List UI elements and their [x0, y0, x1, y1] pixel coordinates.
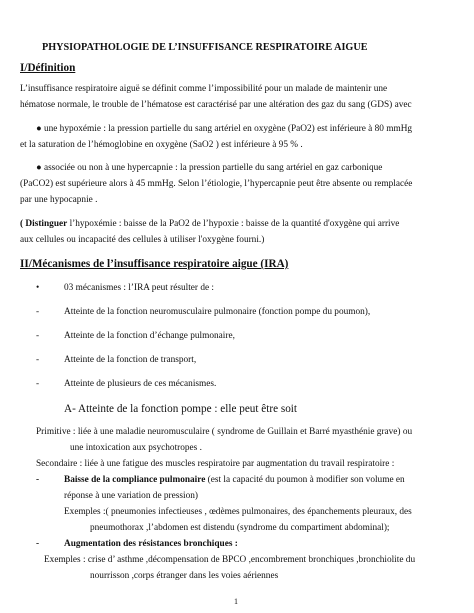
list-marker: - [36, 379, 40, 389]
paragraph-line: et la saturation de l’hémoglobine en oxygène (SaO2 ) est inférieure à 95 % . [20, 140, 303, 150]
compliance-example-2: pneumothorax ,l’abdomen est distendu (syndrome du compartiment abdominal); [90, 523, 390, 533]
resistance-heading: Augmentation des résistances bronchiques : [64, 539, 238, 549]
list-item: Atteinte de la fonction neuromusculaire pulmonaire (fonction pompe du poumon), [64, 307, 371, 317]
paragraph-line: par une hypocapnie . [20, 195, 98, 205]
compliance-text: (est la capacité du poumon à modifier son volume en [205, 475, 405, 485]
list-item: Atteinte de plusieurs de ces mécanismes. [64, 379, 217, 389]
document-title: PHYSIOPATHOLOGIE DE L’INSUFFISANCE RESPIRATOIRE AIGUE [42, 42, 368, 53]
compliance-line [64, 474, 405, 486]
primitive-line: Primitive : liée à une maladie neuromusculaire ( syndrome de Guillain et Barré myasthénie grave) ou [36, 427, 413, 437]
paragraph-line: hématose normale, le trouble de l’hématose est caractérisé par une altération des gaz du sang (GDS) avec [20, 100, 412, 110]
compliance-bold: Baisse de la compliance pulmonaire [64, 475, 206, 485]
resistance-example: Exemples : crise d’ asthme ,décompensation de BPCO ,encombrement bronchiques ,bronchiolite du [44, 555, 416, 565]
list-marker: - [36, 307, 40, 317]
section-heading-definition: I/Définition [20, 62, 76, 74]
compliance-line-2: réponse à une variation de pression) [64, 491, 198, 501]
paragraph-line: (PaCO2) est supérieure alors à 45 mmHg. Selon l’étiologie, l’hypercapnie peut être absente ou remplacée [20, 179, 413, 189]
bullet-hypercapnie: ● associée ou non à une hypercapnie : la pression partielle du sang artériel en gaz carbonique [36, 163, 383, 173]
note-line [20, 218, 399, 230]
subsection-heading: A- Atteinte de la fonction pompe : elle peut être soit [64, 403, 298, 415]
list-item: Atteinte de la fonction de transport, [64, 355, 197, 365]
list-marker: - [36, 331, 40, 341]
list-item: Atteinte de la fonction d’échange pulmonaire, [64, 331, 235, 341]
note-bold: ( Distinguer [20, 219, 68, 229]
primitive-line: une intoxication aux psychotropes . [70, 443, 202, 453]
section-heading-mecanismes: II/Mécanismes de l’insuffisance respiratoire aigue (IRA) [20, 258, 289, 270]
note-line-2: aux cellules ou incapacité des cellules à utiliser l'oxygène fourni.) [20, 235, 265, 245]
secondaire-line: Secondaire : liée à une fatigue des muscles respiratoire par augmentation du travail respiratoire : [36, 459, 395, 469]
compliance-example: Exemples :( pneumonies infectieuses , œdèmes pulmonaires, des épanchements pleuraux, des [64, 507, 412, 517]
list-marker: • [36, 283, 40, 293]
list-marker: - [36, 355, 40, 365]
paragraph-line: L’insuffisance respiratoire aiguë se définit comme l’impossibilité pour un malade de maintenir une [20, 84, 388, 94]
bullet-hypoxemie: ● une hypoxémie : la pression partielle du sang artériel en oxygène (PaO2) est inférieure à 80 mmHg [36, 124, 413, 134]
page-number: 1 [234, 597, 238, 606]
note-text: l’hypoxémie : baisse de la PaO2 de l’hypoxie : baisse de la quantité d'oxygène qui arrive [67, 219, 400, 229]
list-item: 03 mécanismes : l’IRA peut résulter de : [64, 283, 215, 293]
list-marker: - [36, 475, 40, 485]
list-marker: - [36, 539, 40, 549]
resistance-example-2: nourrisson ,corps étranger dans les voies aériennes [90, 571, 279, 581]
